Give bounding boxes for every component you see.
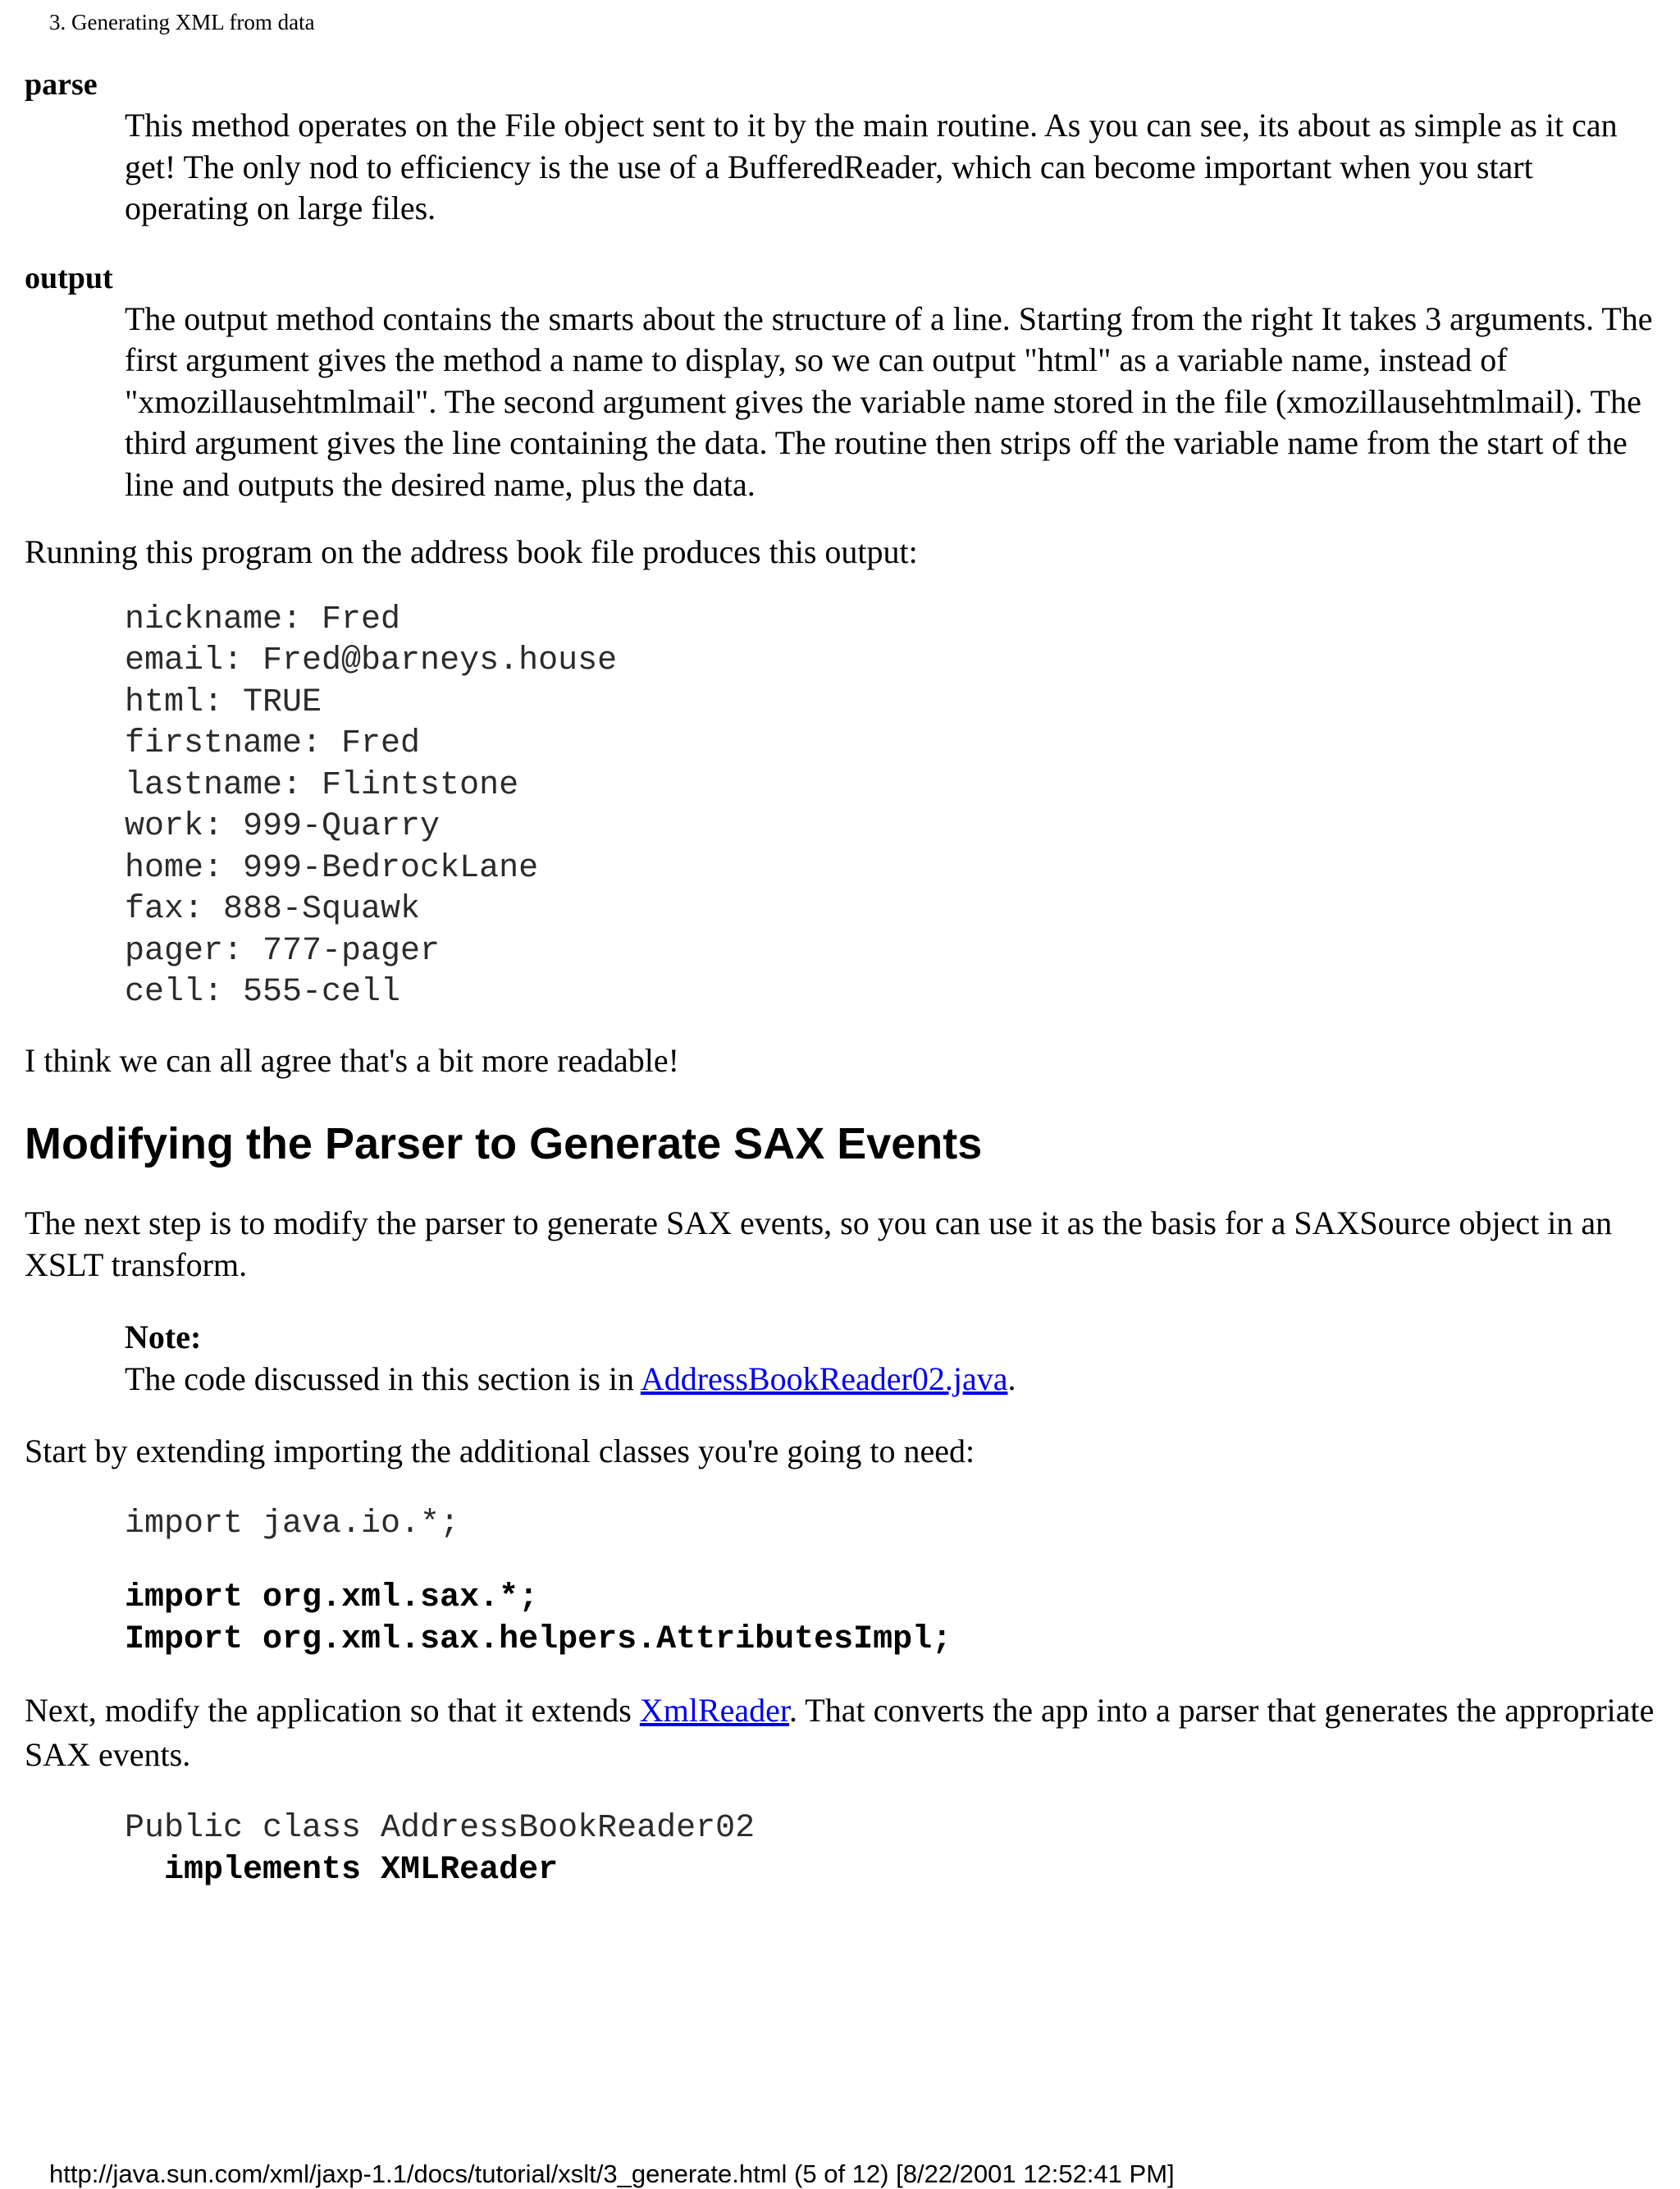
xmlreader-link[interactable]: XmlReader [639,1692,790,1729]
definition-output: The output method contains the smarts about the structure of a line. Starting from the right It takes 3 arguments. The first argument gives the method a name to display, so we can output "html" as a variable name, instead of "xmozillausehtmlmail". The second argument gives the variable name stored in the file (xmozillausehtmlmail). The third argument gives the line containing the data. The routine then strips off the variable name from the start of the line and outputs the desired name, plus the data. [125,299,1653,503]
program-output-code [125,600,1657,1014]
next-modify-text: Next, modify the application so that it extends XmlReader. That converts the app into a parser that generates the appropriate SAX events. [25,1692,1655,1773]
output-line: home: 999-BedrockLane [125,849,539,887]
import-line-bold: import org.xml.sax.*; [125,1579,539,1616]
import-line: import java.io.*; [125,1505,460,1542]
output-line: lastname: Flintstone [125,766,519,804]
term-output: output [25,260,113,295]
class-declaration-code [125,1808,1657,1891]
import-line-bold: Import org.xml.sax.helpers.AttributesImpl; [125,1620,952,1658]
addressbookreader02-link[interactable]: AddressBookReader02.java [640,1360,1008,1397]
start-text: Start by extending importing the additional classes you're going to need: [25,1433,975,1469]
output-line: fax: 888-Squawk [125,891,421,928]
readable-remark: I think we can all agree that's a bit more readable! [25,1041,679,1079]
note-block [125,1317,1657,1400]
class-decl-line: Public class AddressBookReader02 [125,1810,756,1847]
definition-parse: This method operates on the File object sent to it by the main routine. As you can see, its about as simple as it can get! The only nod to efficiency is the use of a BufferedReader, which can become important when you start operating on large files. [125,107,1618,226]
document-body [25,64,1657,1891]
output-line: nickname: Fred [125,601,401,638]
running-header: 3. Generating XML from data [49,10,315,34]
running-program-text: Running this program on the address book file produces this output: [25,533,918,570]
import-code-block [125,1504,1657,1661]
output-line: email: Fred@barneys.house [125,642,618,679]
output-line: work: 999-Quarry [125,808,441,845]
section-heading: Modifying the Parser to Generate SAX Events [25,1119,983,1168]
next-step-text: The next step is to modify the parser to generate SAX events, so you can use it as the basis for a SAXSource object in an XSLT transform. [25,1204,1613,1283]
output-line: cell: 555-cell [125,974,401,1011]
class-decl-implements: implements XMLReader [125,1851,559,1889]
output-line: html: TRUE [125,683,322,721]
output-line: pager: 777-pager [125,932,441,970]
term-parse: parse [25,67,98,102]
page-footer-url: http://java.sun.com/xml/jaxp-1.1/docs/tutorial/xslt/3_generate.html (5 of 12) [8/22/2001 12:52:41 PM] [49,2159,1175,2188]
note-label: Note: [125,1318,202,1355]
note-text: The code discussed in this section is in AddressBookReader02.java. [125,1360,1016,1397]
method-definitions [25,64,1657,505]
output-line: firstname: Fred [125,725,421,762]
